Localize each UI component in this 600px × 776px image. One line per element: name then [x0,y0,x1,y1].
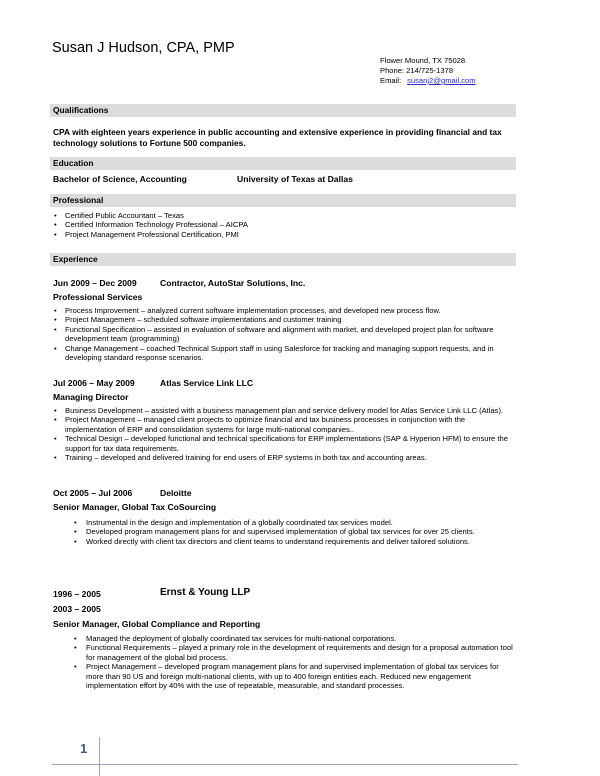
list-item: • Managed the deployment of globally coordinated tax services for multi-national corporations. [52,634,514,643]
job-company: Contractor, AutoStar Solutions, Inc. [160,278,306,288]
list-item: • Project Management – developed program management plans for and supervised implementation of global tax services for more than 90 US and foreign multi-national clients, with up to 400 foreign entities each. Reduced new engagement implementation effort by 40% with the use of repeatable, measurable, and standard processes. [52,662,514,690]
list-item: • Certified Information Technology Professional – AICPA [52,220,512,229]
job-bullets [52,406,514,462]
email-label: Email: [380,76,402,85]
list-item: • Project Management – managed client projects to optimize financial and tax business processes in conjunction with the implementation of ERP and consolidation systems for large multi-national companies.. [52,415,514,434]
email-link[interactable]: susanj2@gmail.com [407,76,476,85]
job-dates: Jul 2006 – May 2009 [53,378,135,388]
job-bullets [52,306,512,362]
page-number: 1 [80,741,88,756]
list-item: • Instrumental in the design and implementation of a globally coordinated tax services model. [52,518,514,527]
professional-heading: Professional [50,194,516,207]
list-item: • Worked directly with client tax directors and client teams to understand requirements and deliver tailored solutions. [52,537,514,546]
education-heading: Education [50,157,516,170]
qualifications-summary: CPA with eighteen years experience in public accounting and extensive experience in providing financial and tax technology solutions to Fortune 500 companies. [53,127,502,148]
list-item: • Business Development – assisted with a business management plan and service delivery model for Atlas Service Link LLC (Atlas). [52,406,514,415]
footer-vertical-divider [99,737,100,776]
footer-divider [52,764,518,765]
job-bullets [52,518,514,546]
job-company: Atlas Service Link LLC [160,378,254,388]
job-title: Managing Director [53,392,129,402]
job-sub-dates: 2003 – 2005 [53,604,101,614]
job-company: Ernst & Young LLP [160,587,251,598]
list-item: • Project Management – scheduled software implementations and customer training [52,315,512,324]
experience-heading: Experience [50,253,516,266]
list-item: • Developed program management plans for and supervised implementation of global tax services for over 25 clients. [52,527,514,536]
list-item: • Change Management – coached Technical Support staff in using Salesforce for tracking and managing support requests, and in developing standard response scenarios. [52,344,512,363]
list-item: • Project Management Professional Certification, PMI [52,230,512,239]
education-degree: Bachelor of Science, Accounting [53,174,187,184]
job-company: Deloitte [160,488,192,498]
candidate-name: Susan J Hudson, CPA, PMP [52,40,235,56]
list-item: • Functional Specification – assisted in evaluation of software and alignment with market, and developed project plan for software development team (programming) [52,325,512,344]
list-item: • Technical Design – developed functional and technical specifications for ERP implementations (SAP & Hyperion HFM) to ensure the support for tax data requirements. [52,434,514,453]
contact-email-row [380,76,476,86]
job-title: Senior Manager, Global Tax CoSourcing [53,502,217,512]
certifications-list [52,211,512,239]
list-item: • Process Improvement – analyzed current software implementation processes, and developed new process flow. [52,306,512,315]
job-dates: Oct 2005 – Jul 2006 [53,488,133,498]
education-school: University of Texas at Dallas [237,174,353,184]
list-item: • Training – developed and delivered training for end users of ERP systems in both tax and accounting areas. [52,453,514,462]
list-item: • Certified Public Accountant – Texas [52,211,512,220]
job-bullets [52,634,514,690]
qualifications-heading: Qualifications [50,104,516,117]
contact-phone: Phone: 214/725-1378 [380,66,454,75]
job-dates: 1996 – 2005 [53,589,101,599]
contact-block [380,56,476,86]
contact-location: Flower Mound, TX 75028 [380,56,466,65]
job-title: Professional Services [53,292,143,302]
job-dates: Jun 2009 – Dec 2009 [53,278,137,288]
list-item: • Functional Requirements – played a primary role in the development of requirements and design for a proposal automation tool for management of the global bid process. [52,643,514,662]
job-title: Senior Manager, Global Compliance and Reporting [53,619,261,629]
